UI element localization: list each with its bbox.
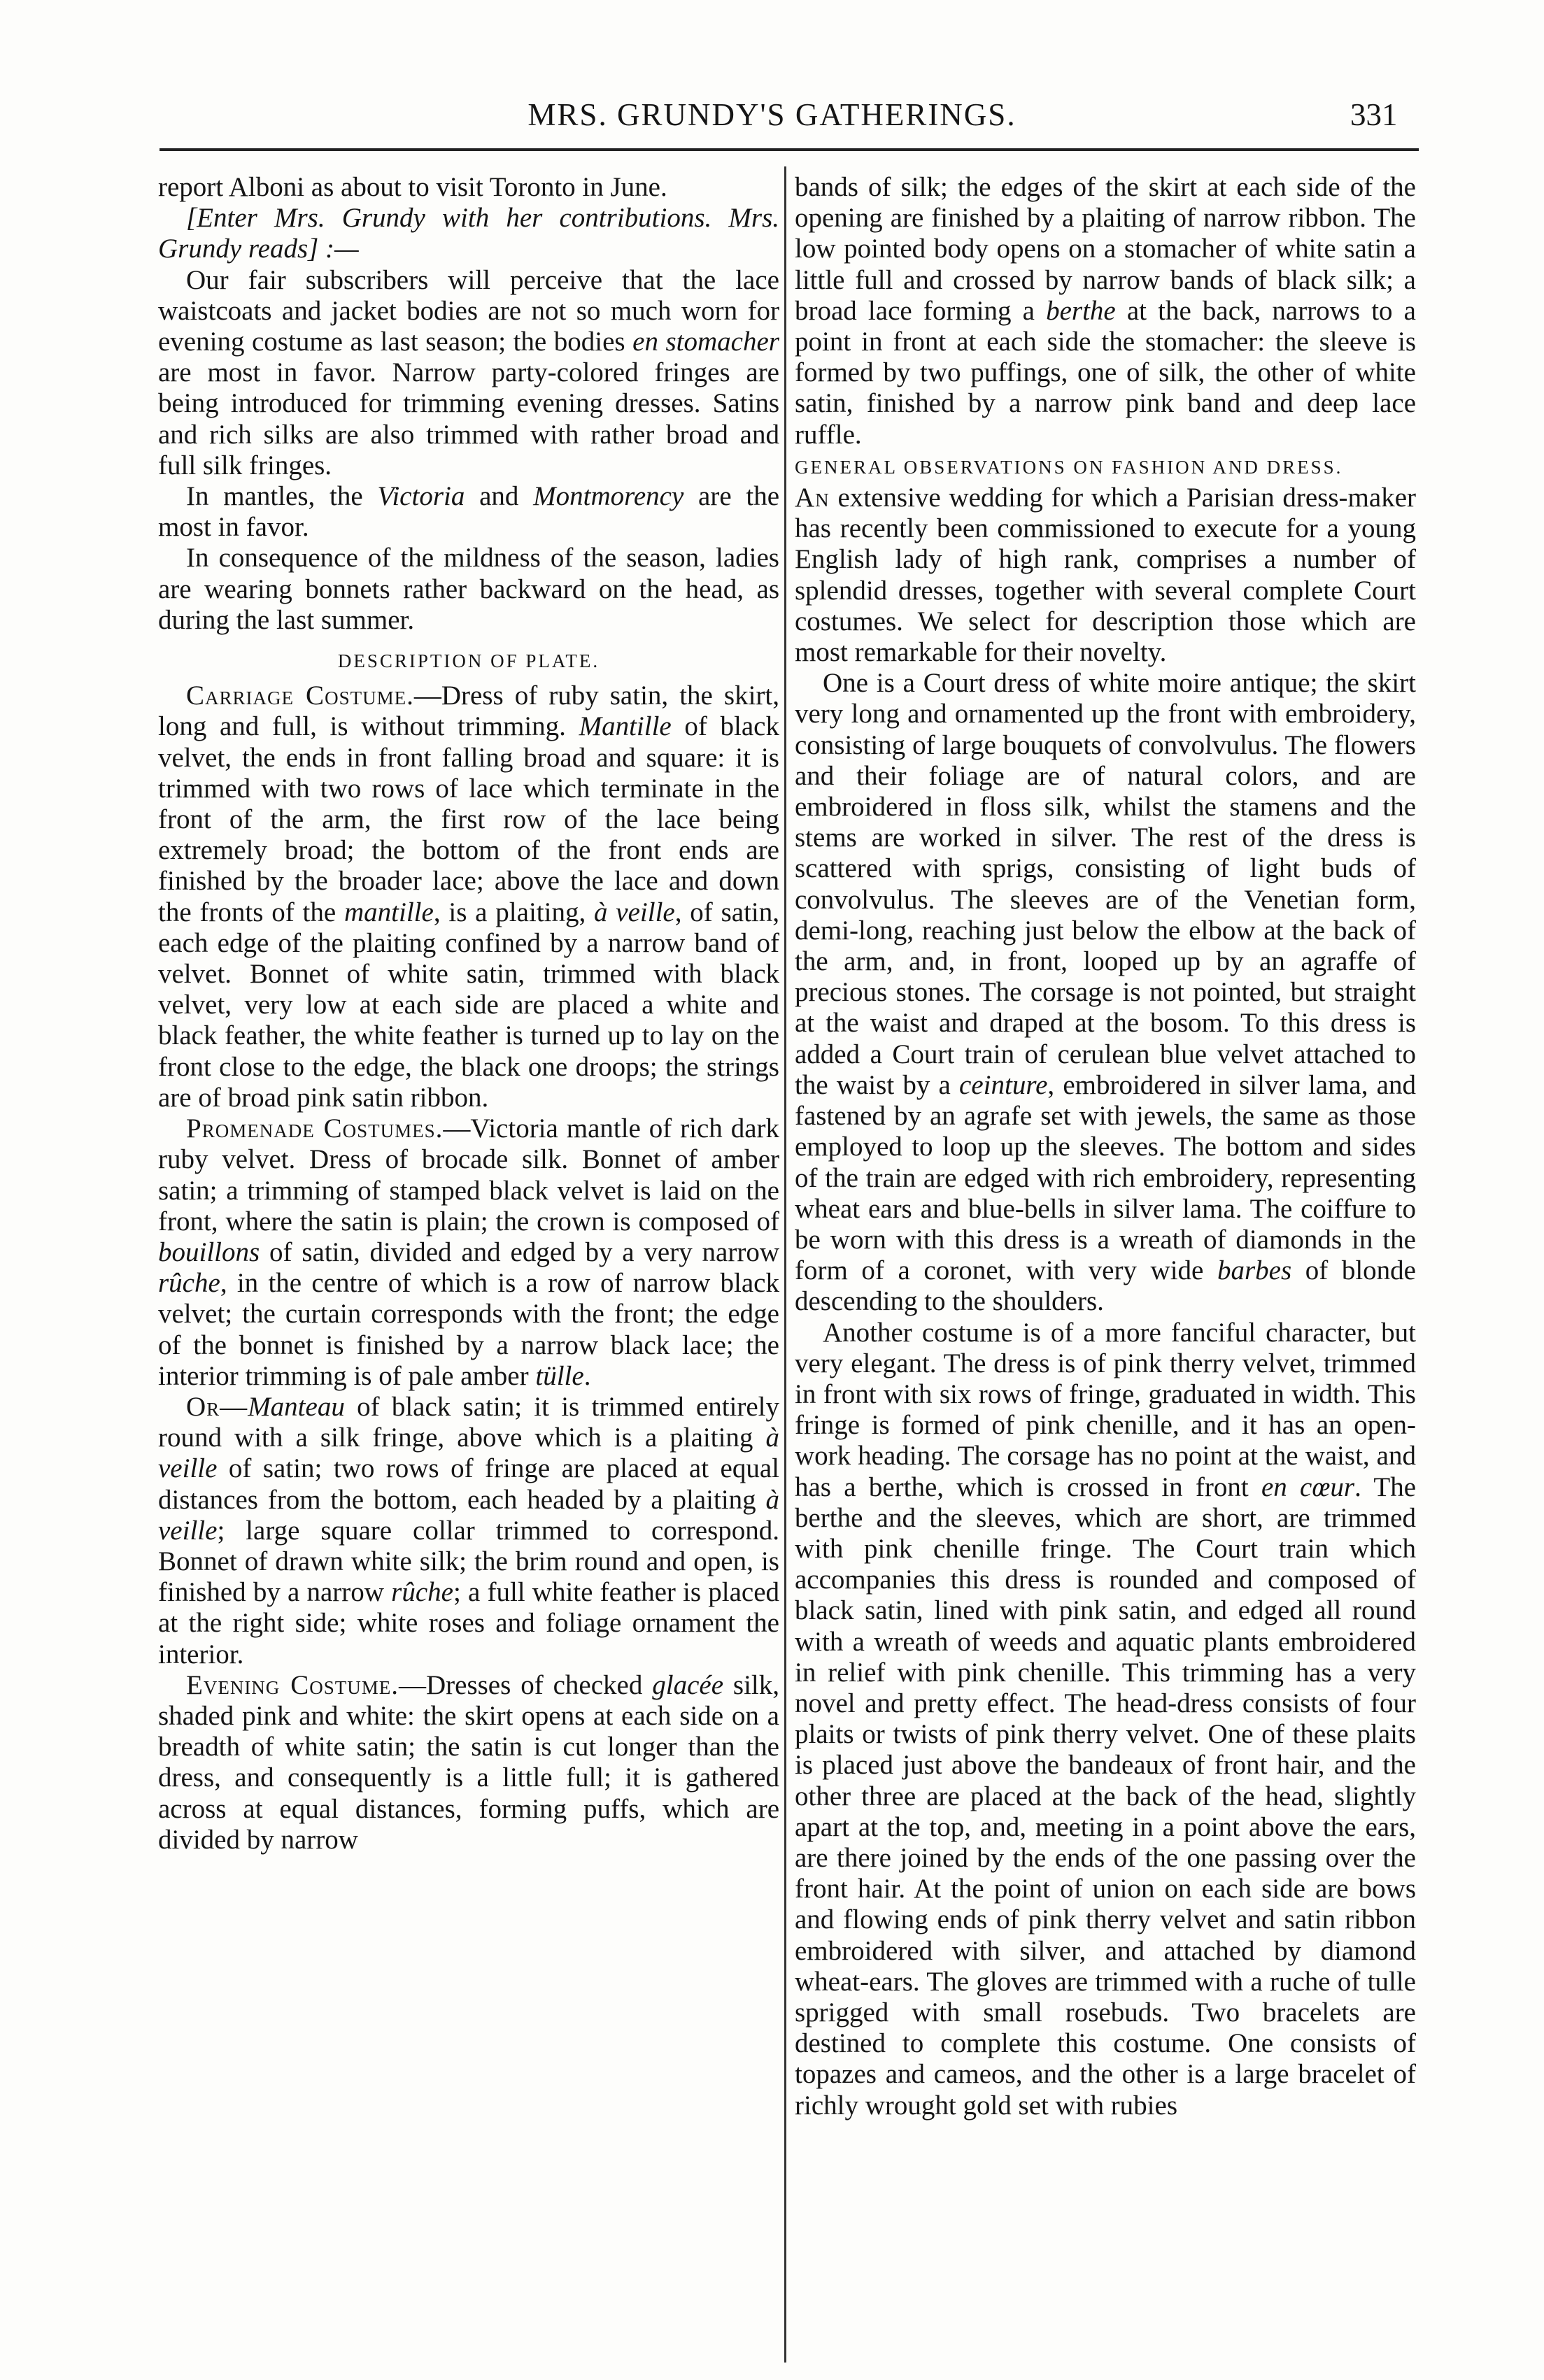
paragraph: Promenade Costumes.—Victoria mantle of rich dark ruby velvet. Dress of brocade silk. Bonnet of amber satin; a trimming of stamped black velvet is laid on the front, where the satin is plain; the crown is composed of bouillons of satin, divided and edged by a very narrow rûche, in the centre of which is a row of narrow black velvet; the curtain corresponds with the front; the edge of the bonnet is finished by a narrow black lace; the interior trimming is of pale amber tülle. [158, 1113, 779, 1391]
paragraph: In mantles, the Victoria and Montmorency are the most in favor. [158, 481, 780, 543]
paragraph: bands of silk; the edges of the skirt at each side of the opening are finished by a plaiting of narrow ribbon. The low pointed body opens on a stomacher of white satin a little full and crossed by narrow bands of black silk; a broad lace forming a berthe at the back, narrows to a point in front at each side the stomacher: the sleeve is formed by two puffings, one of silk, the other of white satin, finished by a narrow pink band and deep lace ruffle. [795, 172, 1416, 450]
paragraph: Carriage Costume.—Dress of ruby satin, the skirt, long and full, is without trimming. Mantille of black velvet, the ends in front falling broad and square: it is trimmed with two rows of lace which terminate in the front of the arm, the first row of the lace being extremely broad; the bottom of the front ends are finished by the broader lace; above the lace and down the fronts of the mantille, is a plaiting, à veille, of satin, each edge of the plaiting confined by a narrow band of velvet. Bonnet of white satin, trimmed with black velvet, very low at each side are placed a white and black feather, the white feather is turned up to lay on the front close to the edge, the black one droops; the strings are of broad pink satin ribbon. [158, 680, 780, 1113]
right-column [795, 172, 1416, 2121]
paragraph: Evening Costume.—Dresses of checked glacée silk, shaded pink and white: the skirt opens at each side on a breadth of white satin; the satin is cut longer than the dress, and consequently is a little full; it is gathered across at equal distances, forming puffs, which are divided by narrow [158, 1669, 780, 1855]
stage-direction: [Enter Mrs. Grundy with her contributions. Mrs. Grundy reads] :— [158, 203, 779, 264]
left-column [158, 172, 779, 1855]
column-divider [784, 166, 786, 2363]
paragraph: report Alboni as about to visit Toronto in June. [158, 172, 667, 202]
paragraph: Our fair subscribers will perceive that the lace waistcoats and jacket bodies are not so much worn for evening costume as last season; the bodies en stomacher are most in favor. Narrow party-colored fringes are being introduced for trimming evening dresses. Satins and rich silks are also trimmed with rather broad and full silk fringes. [158, 264, 779, 480]
running-header: MRS. GRUNDY'S GATHERINGS. [527, 97, 1017, 132]
paragraph: Another costume is of a more fanciful character, but very elegant. The dress is of pink therry velvet, trimmed in front with six rows of fringe, graduated in width. This fringe is formed of pink chenille, and it has an open-work heading. The corsage has no point at the waist, and has a berthe, which is crossed in front en cœur. The berthe and the sleeves, which are short, are trimmed with pink chenille fringe. The Court train which accompanies this dress is rounded and composed of black satin, lined with pink satin, and edged all round with a wreath of weeds and aquatic plants embroidered in relief with pink chenille. This trimming has a very novel and pretty effect. The head-dress consists of four plaits or twists of pink therry velvet. One of these plaits is placed just above the bandeaux of front hair, and the other three are placed at the back of the head, slightly apart at the top, and, meeting in a point above the ears, are there joined by the ends of the one passing over the front hair. At the point of union on each side are bows and flowing ends of pink therry velvet and satin ribbon embroidered with silver, and attached by diamond wheat-ears. The gloves are trimmed with a ruche of tulle sprigged with small rosebuds. Two bracelets are destined to complete this costume. One consists of topazes and cameos, and the other is a large bracelet of richly wrought gold set with rubies [795, 1317, 1416, 2121]
section-heading: GENERAL OBSERVATIONS ON FASHION AND DRESS. [795, 456, 1343, 478]
paragraph: Or—Manteau of black satin; it is trimmed entirely round with a silk fringe, above which is a plaiting à veille of satin; two rows of fringe are placed at equal distances from the bottom, each headed by a plaiting à veille; large square collar trimmed to correspond. Bonnet of drawn white silk; the brim round and open, is finished by a narrow rûche; a full white feather is placed at the right side; white roses and foliage ornament the interior. [158, 1391, 780, 1669]
header-rule [160, 148, 1419, 151]
paragraph: An extensive wedding for which a Parisian dress-maker has recently been commissioned to execute for a young English lady of high rank, comprises a number of splendid dresses, together with several complete Court costumes. We select for description those which are most remarkable for their novelty. [795, 483, 1416, 668]
paragraph: One is a Court dress of white moire antique; the skirt very long and ornamented up the front with embroidery, consisting of large bouquets of convolvulus. The flowers and their foliage are of natural colors, and are embroidered in floss silk, whilst the stamens and the stems are worked in silver. The rest of the dress is scattered with sprigs, consisting of light buds of convolvulus. The sleeves are of the Venetian form, demi-long, reaching just below the elbow at the back of the arm, and, in front, looped up by an agraffe of precious stones. The corsage is not pointed, but straight at the waist and draped at the bosom. To this dress is added a Court train of cerulean blue velvet attached to the waist by a ceinture, embroidered in silver lama, and fastened by an agrafe set with jewels, the same as those employed to loop up the sleeves. The bottom and sides of the train are edged with rich embroidery, representing wheat ears and blue-bells in silver lama. The coiffure to be worn with this dress is a wreath of diamonds in the form of a coronet, with very wide barbes of blonde descending to the shoulders. [795, 668, 1416, 1317]
page-number: 331 [1350, 97, 1398, 132]
section-heading: DESCRIPTION OF PLATE. [337, 650, 600, 672]
paragraph: In consequence of the mildness of the season, ladies are wearing bonnets rather backward on the head, as during the last summer. [158, 543, 779, 635]
